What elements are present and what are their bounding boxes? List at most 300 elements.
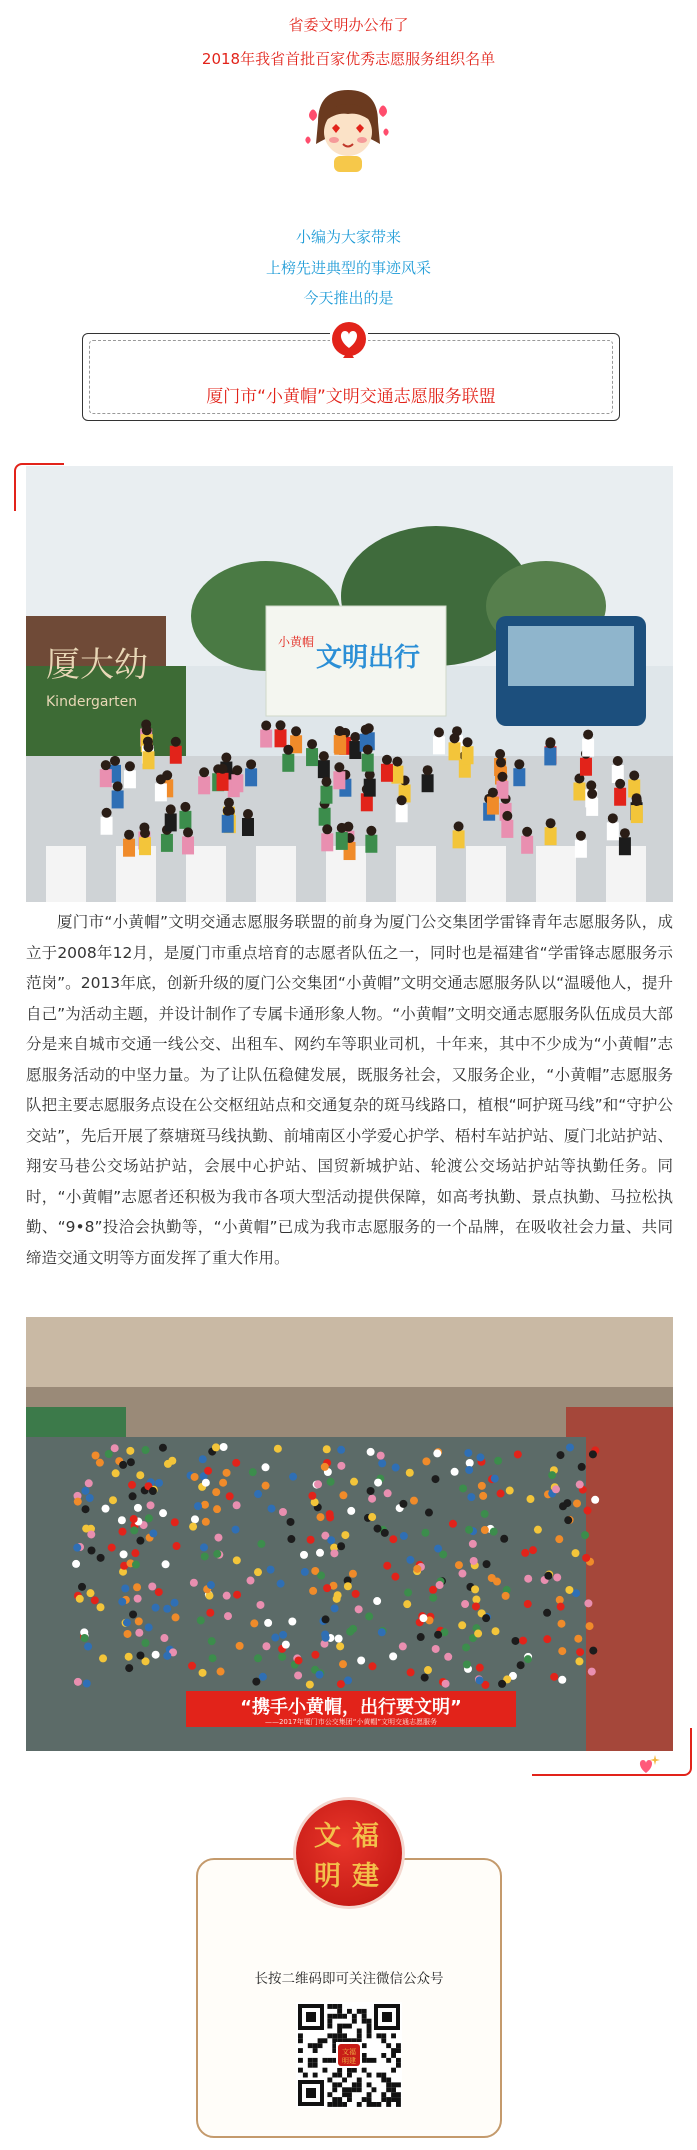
crowd-figure (336, 832, 348, 850)
qr-module (347, 2092, 352, 2097)
crowd-dot (352, 1590, 360, 1598)
crowd-dot (236, 1642, 244, 1650)
crowd-figure (282, 754, 294, 772)
crowd-dot (378, 1459, 386, 1467)
qr-module (367, 2082, 372, 2087)
crowd-figure-head (546, 818, 556, 828)
crowd-dot (500, 1535, 508, 1543)
seal-char-3: 明 (314, 1861, 341, 1892)
qr-module (313, 2058, 318, 2063)
crowd-dot (91, 1596, 99, 1604)
qr-module (391, 2092, 396, 2097)
qr-module (337, 2082, 342, 2087)
crowd-dot (373, 1597, 381, 1605)
crowd-figure (381, 764, 393, 782)
crowd-figure-head (221, 753, 231, 763)
crowd-dot (308, 1492, 316, 1500)
qr-module (381, 2097, 386, 2102)
crowd-dot (565, 1586, 573, 1594)
qr-module (327, 2092, 332, 2097)
crowd-dot (406, 1556, 414, 1564)
crowd-dot (578, 1463, 586, 1471)
qr-module (352, 2068, 357, 2073)
crowd-dot (407, 1668, 415, 1676)
crowd-dot (82, 1505, 90, 1513)
crowd-dot (469, 1540, 477, 1548)
crowd-dot (163, 1605, 171, 1613)
qr-logo-line-1: 文福 (342, 2048, 356, 2056)
crowd-dot (145, 1623, 153, 1631)
aerial-group-photo (26, 1317, 673, 1751)
crowd-dot (206, 1609, 214, 1617)
qr-module (327, 2014, 332, 2019)
qr-module (298, 2068, 303, 2073)
crowd-dot (307, 1536, 315, 1544)
crowd-dot (83, 1679, 91, 1687)
crowd-figure-head (361, 725, 371, 735)
crowd-dot (334, 1591, 342, 1599)
crowd-dot (543, 1609, 551, 1617)
crowd-dot (149, 1487, 157, 1495)
crowd-dot (403, 1600, 411, 1608)
crowd-figure (487, 797, 499, 815)
qr-module (337, 2102, 342, 2107)
crowd-figure (544, 747, 556, 765)
crowd-dot (524, 1575, 532, 1583)
crowd-dot (479, 1492, 487, 1500)
crowd-figure-head (613, 756, 623, 766)
crowd-dot (111, 1444, 119, 1452)
photo-banner-sub: ——2017年厦门市公交集团“小黄帽”文明交通志愿服务 (264, 1718, 438, 1726)
crowd-figure-head (497, 772, 507, 782)
crowd-dot (344, 1582, 352, 1590)
qr-module (327, 2024, 332, 2029)
crowd-dot (84, 1642, 92, 1650)
crowd-dot (199, 1455, 207, 1463)
crowd-dot (262, 1482, 270, 1490)
crowd-figure-head (319, 751, 329, 761)
qr-module (332, 2087, 337, 2092)
crowd-figure (222, 815, 234, 833)
crowd-dot (339, 1491, 347, 1499)
crowd-dot (311, 1651, 319, 1659)
crowd-figure-head (246, 759, 256, 769)
crowd-dot (250, 1619, 258, 1627)
group-photo (26, 466, 673, 902)
crowd-dot (482, 1614, 490, 1622)
crowd-dot (517, 1661, 525, 1669)
crowd-dot (337, 1446, 345, 1454)
crowd-dot (492, 1627, 500, 1635)
crowd-figure-head (392, 757, 402, 767)
crowd-dot (337, 1542, 345, 1550)
qr-module (376, 2033, 381, 2038)
crowd-dot (573, 1499, 581, 1507)
crowd-dot (389, 1652, 397, 1660)
seal-char-2: 福 (352, 1821, 379, 1852)
crowd-figure-head (514, 759, 524, 769)
crowd-dot (488, 1574, 496, 1582)
crowd-figure-head (334, 762, 344, 772)
qr-module (386, 2102, 391, 2107)
crowd-figure-head (450, 733, 460, 743)
crowd-dot (125, 1653, 133, 1661)
crowd-figure-head (496, 758, 506, 768)
crowd-dot (87, 1546, 95, 1554)
crowd-dot (449, 1520, 457, 1528)
qr-module (376, 2102, 381, 2107)
crowd-figure (318, 760, 330, 778)
crowd-dot (159, 1509, 167, 1517)
crowd-figure (362, 754, 374, 772)
crowd-figure-head (337, 823, 347, 833)
qr-module (313, 2048, 318, 2053)
qr-module (342, 2102, 347, 2107)
crowd-figure (124, 770, 136, 788)
crowd-dot (223, 1469, 231, 1477)
crowd-dot (97, 1554, 105, 1562)
crowd-dot (377, 1452, 385, 1460)
qr-module (298, 2048, 303, 2053)
crowd-figure (619, 837, 631, 855)
intro-line-1: 小编为大家带来 (295, 228, 401, 246)
qr-module (367, 2024, 372, 2029)
crowd-dot (204, 1467, 212, 1475)
qr-module (342, 2087, 347, 2092)
crowd-dot (274, 1445, 282, 1453)
crowd-figure-head (495, 749, 505, 759)
crowd-figure (155, 783, 167, 801)
crowd-dot (323, 1584, 331, 1592)
crowd-figure-head (125, 761, 135, 771)
qr-module (386, 2058, 391, 2063)
crowd-dot (400, 1532, 408, 1540)
qr-module (323, 2068, 328, 2073)
crowd-dot (300, 1551, 308, 1559)
crowd-dot (81, 1634, 89, 1642)
crowd-dot (331, 1604, 339, 1612)
crowd-figure-head (632, 796, 642, 806)
crowd-dot (347, 1507, 355, 1515)
crowd-dot (262, 1463, 270, 1471)
intro-line-3: 今天推出的是 (303, 289, 394, 307)
crowd-figure-head (366, 826, 376, 836)
crowd-figure (453, 830, 465, 848)
crowd-dot (108, 1544, 116, 1552)
crowd-dot (472, 1602, 480, 1610)
qr-module (332, 2102, 337, 2107)
crowd-dot (74, 1678, 82, 1686)
crowd-dot (432, 1645, 440, 1653)
crowd-dot (76, 1595, 84, 1603)
photo-banner: “携手小黄帽，出行要文明” (240, 1697, 462, 1718)
crowd-dot (208, 1637, 216, 1645)
crowd-dot (357, 1657, 365, 1665)
crowd-figure (349, 741, 361, 759)
qr-module (347, 2097, 352, 2102)
crowd-figure (391, 766, 403, 784)
crowd-dot (134, 1595, 142, 1603)
crowd-figure-head (454, 821, 464, 831)
crowd-dot (429, 1594, 437, 1602)
crowd-dot (224, 1612, 232, 1620)
crowd-dot (464, 1449, 472, 1457)
crowd-dot (591, 1496, 599, 1504)
crowd-dot (574, 1635, 582, 1643)
qr-module (313, 2073, 318, 2078)
qr-module (367, 2058, 372, 2063)
qr-module (352, 2087, 357, 2092)
qr-module (381, 2092, 386, 2097)
crowd-figure-head (629, 770, 639, 780)
crowd-dot (465, 1466, 473, 1474)
crowd-dot (557, 1603, 565, 1611)
crowd-figure-head (243, 809, 253, 819)
qr-module (327, 2102, 332, 2107)
crowd-dot (217, 1668, 225, 1676)
crowd-dot (152, 1604, 160, 1612)
crowd-dot (548, 1471, 556, 1479)
qr-module (337, 2097, 342, 2102)
crowd-dot (422, 1457, 430, 1465)
crowd-dot (288, 1618, 296, 1626)
qr-module (357, 2078, 362, 2083)
qr-module (298, 2033, 303, 2038)
crowd-dot (378, 1628, 386, 1636)
crowd-figure (396, 804, 408, 822)
crowd-dot (586, 1622, 594, 1630)
crowd-dot (213, 1505, 221, 1513)
crowd-figure-head (140, 828, 150, 838)
crowd-dot (337, 1462, 345, 1470)
crowd-dot (309, 1587, 317, 1595)
corner-decoration-bottom-right (532, 1728, 692, 1776)
crowd-dot (232, 1526, 240, 1534)
qr-module (367, 2097, 372, 2102)
crowd-figure-head (218, 764, 228, 774)
crowd-dot (264, 1619, 272, 1627)
crowd-dot (481, 1526, 489, 1534)
crowd-dot (471, 1585, 479, 1593)
crowd-dot (524, 1655, 532, 1663)
crowd-dot (160, 1634, 168, 1642)
crowd-figure (242, 818, 254, 836)
qr-module (367, 2029, 372, 2034)
crowd-dot (584, 1507, 592, 1515)
qr-module (342, 2078, 347, 2083)
crowd-figure (143, 751, 155, 769)
crowd-figure (165, 813, 177, 831)
crowd-figure-head (261, 721, 271, 731)
qr-module (362, 2097, 367, 2102)
crowd-dot (455, 1561, 463, 1569)
crowd-figure-head (307, 739, 317, 749)
crowd-figure (231, 774, 243, 792)
crowd-dot (191, 1515, 199, 1523)
crowd-dot (254, 1490, 262, 1498)
crowd-dot (294, 1671, 302, 1679)
crowd-figure-head (423, 765, 433, 775)
crowd-dot (472, 1595, 480, 1603)
crowd-dot (112, 1469, 120, 1477)
crowd-dot (556, 1596, 564, 1604)
crowd-figure-head (113, 781, 123, 791)
crowd-figure-head (522, 827, 532, 837)
crowd-figure-head (322, 824, 332, 834)
crowd-dot (392, 1464, 400, 1472)
crowd-figure-head (434, 727, 444, 737)
crowd-dot (321, 1630, 329, 1638)
crowd-figure-head (180, 802, 190, 812)
crowd-figure-head (335, 726, 345, 736)
crowd-dot (491, 1475, 499, 1483)
crowd-figure (545, 827, 557, 845)
crowd-dot (524, 1600, 532, 1608)
qr-module (323, 2038, 328, 2043)
crowd-dot (282, 1641, 290, 1649)
crowd-dot (130, 1526, 138, 1534)
crowd-figure-head (586, 780, 596, 790)
qr-module (391, 2048, 396, 2053)
crowd-figure (217, 773, 229, 791)
crowd-dot (135, 1629, 143, 1637)
crowd-figure-head (199, 767, 209, 777)
qr-module (323, 2058, 328, 2063)
crowd-dot (459, 1484, 467, 1492)
qr-module (381, 2033, 386, 2038)
crowd-dot (254, 1654, 262, 1662)
crowd-dot (142, 1446, 150, 1454)
crowd-figure (631, 805, 643, 823)
crowd-figure (575, 840, 587, 858)
crowd-dot (575, 1657, 583, 1665)
crowd-dot (190, 1579, 198, 1587)
crowd-dot (289, 1473, 297, 1481)
crowd-figure-head (397, 795, 407, 805)
crowd-dot (339, 1660, 347, 1668)
crowd-dot (368, 1495, 376, 1503)
qr-module (357, 2009, 362, 2014)
crowd-dot (327, 1478, 335, 1486)
crowd-dot (173, 1542, 181, 1550)
banner-small-text: 小黄帽 (278, 635, 315, 649)
crowd-dot (589, 1647, 597, 1655)
qr-module (327, 2078, 332, 2083)
qr-module (337, 2024, 342, 2029)
crowd-dot (461, 1600, 469, 1608)
crowd-dot (259, 1673, 267, 1681)
qr-module (342, 2092, 347, 2097)
crowd-dot (233, 1501, 241, 1509)
qr-module (367, 2073, 372, 2078)
qr-module (318, 2043, 323, 2048)
crowd-dot (327, 1536, 335, 1544)
crowd-dot (481, 1510, 489, 1518)
crowd-dot (467, 1493, 475, 1501)
crowd-dot (322, 1615, 330, 1623)
crowd-dot (434, 1545, 442, 1553)
qr-module (386, 2043, 391, 2048)
crowd-dot (563, 1499, 571, 1507)
crowd-figure-head (587, 789, 597, 799)
intro-line-2: 上榜先进典型的事迹风采 (265, 259, 431, 277)
header-line-2: 2018年我省首批百家优秀志愿服务组织名单 (201, 50, 496, 68)
crowd-dot (232, 1459, 240, 1467)
crowd-dot (119, 1461, 127, 1469)
brand-seal (296, 1800, 402, 1906)
crowd-figure (139, 837, 151, 855)
crowd-dot (256, 1601, 264, 1609)
crowd-dot (511, 1637, 519, 1645)
qr-module (357, 2102, 362, 2107)
crowd-dot (323, 1445, 331, 1453)
qr-module (347, 2087, 352, 2092)
crowd-dot (136, 1651, 144, 1659)
crowd-dot (316, 1671, 324, 1679)
qr-module (342, 2014, 347, 2019)
crowd-dot (588, 1668, 596, 1676)
crowd-dot (346, 1628, 354, 1636)
crowd-dot (73, 1544, 81, 1552)
qr-module (362, 2058, 367, 2063)
crowd-dot (558, 1647, 566, 1655)
crowd-dot (458, 1570, 466, 1578)
crowd-figure-head (232, 765, 242, 775)
crowd-dot (490, 1528, 498, 1536)
crowd-dot (145, 1514, 153, 1522)
qr-code[interactable] (296, 2002, 402, 2108)
crowd-figure (198, 776, 210, 794)
qr-module (381, 2053, 386, 2058)
crowd-dot (451, 1468, 459, 1476)
crowd-dot (429, 1586, 437, 1594)
crowd-dot (271, 1634, 279, 1642)
crowd-dot (149, 1529, 157, 1537)
qr-module (362, 2068, 367, 2073)
qr-module (367, 2033, 372, 2038)
qr-module (391, 2053, 396, 2058)
qr-module (396, 2043, 401, 2048)
banner-text: 文明出行 (316, 643, 421, 673)
crowd-dot (102, 1505, 110, 1513)
crowd-dot (212, 1443, 220, 1451)
crowd-dot (147, 1501, 155, 1509)
crowd-figure-head (156, 774, 166, 784)
crowd-dot (436, 1581, 444, 1589)
crowd-dot (220, 1443, 228, 1451)
crowd-dot (191, 1473, 199, 1481)
crowd-dot (226, 1492, 234, 1500)
crowd-dot (223, 1592, 231, 1600)
qr-module (313, 2063, 318, 2068)
crowd-dot (159, 1444, 167, 1452)
crowd-dot (316, 1549, 324, 1557)
qr-module (376, 2073, 381, 2078)
crowd-dot (421, 1529, 429, 1537)
crowd-dot (212, 1488, 220, 1496)
crowd-dot (557, 1620, 565, 1628)
crowd-figure (100, 769, 112, 787)
crowd-dot (278, 1653, 286, 1661)
crowd-figure-head (183, 827, 193, 837)
crowd-figure (582, 739, 594, 757)
crowd-figure (275, 729, 287, 747)
crowd-figure (320, 786, 332, 804)
qr-module (362, 2009, 367, 2014)
crowd-dot (132, 1561, 140, 1569)
qr-module (337, 2033, 342, 2038)
crowd-figure-head (382, 755, 392, 765)
